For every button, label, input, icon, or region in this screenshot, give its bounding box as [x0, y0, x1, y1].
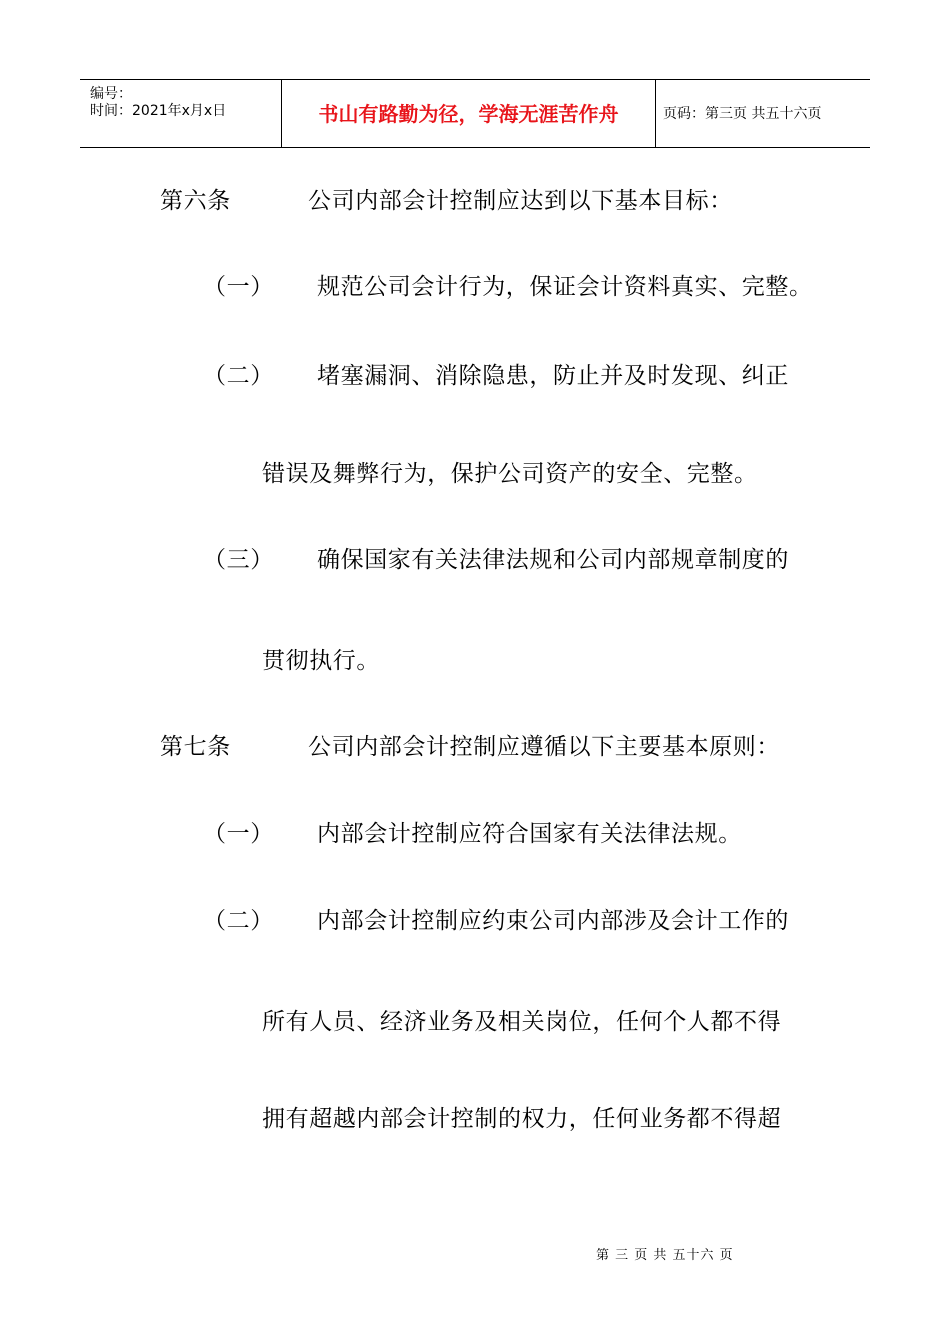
document-number-label: 编号：: [90, 86, 132, 102]
item-label: （二）: [203, 908, 274, 934]
item-text: 内部会计控制应约束公司内部涉及会计工作的: [317, 908, 789, 934]
item-label: （一）: [203, 274, 274, 300]
header-page-cell: [656, 80, 870, 147]
item-text: 确保国家有关法律法规和公司内部规章制度的: [317, 547, 789, 573]
item-continuation: 拥有超越内部会计控制的权力，任何业务都不得超: [262, 1106, 782, 1132]
article-7-text: 公司内部会计控制应遵循以下主要基本原则：: [308, 734, 780, 760]
header-page-code: 页码：第三页 共五十六页: [663, 106, 822, 122]
item-text: 堵塞漏洞、消除隐患，防止并及时发现、纠正: [317, 363, 789, 389]
article-6-heading: [160, 186, 231, 216]
page-footer: 第 三 页 共 五十六 页: [596, 1248, 734, 1263]
item-continuation: 贯彻执行。: [262, 648, 380, 674]
item-continuation: 所有人员、经济业务及相关岗位，任何个人都不得: [262, 1009, 782, 1035]
header-motto: 书山有路勤为径，学海无涯苦作舟: [318, 102, 619, 126]
article-6-text: 公司内部会计控制应达到以下基本目标：: [308, 188, 733, 214]
document-time-label: 时间：2021年x月x日: [90, 103, 227, 119]
document-header: [80, 79, 870, 148]
item-continuation: 错误及舞弊行为，保护公司资产的安全、完整。: [262, 461, 758, 487]
item-label: （一）: [203, 821, 274, 847]
item-label: （二）: [203, 363, 274, 389]
article-label: 第六条: [160, 188, 231, 214]
article-7-label: 第七条: [160, 734, 231, 760]
item-label: （三）: [203, 547, 274, 573]
item-text: 内部会计控制应符合国家有关法律法规。: [317, 821, 742, 847]
header-motto-cell: [282, 80, 655, 147]
item-text: 规范公司会计行为，保证会计资料真实、完整。: [317, 274, 813, 300]
header-meta-cell: [80, 80, 281, 147]
